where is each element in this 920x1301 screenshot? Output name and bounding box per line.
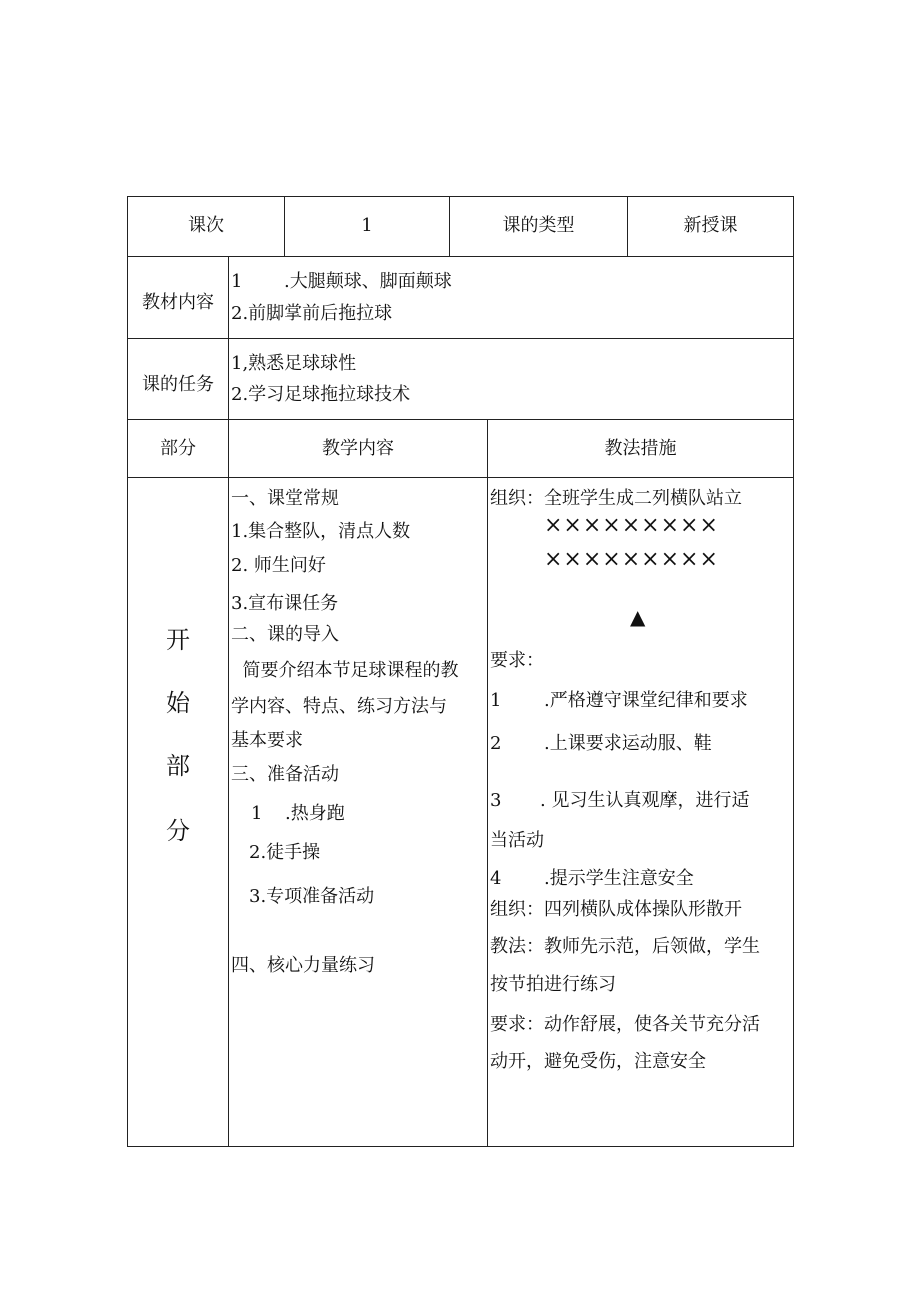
content-heading-routine: 一、课堂常规 [231, 488, 339, 509]
material-item-2: 2.前脚掌前后拖拉球 [231, 303, 393, 324]
tasks-label: 课的任务 [142, 374, 214, 395]
content-paragraph: 简要介绍本节足球课程的教 [231, 660, 459, 681]
requirements-label: 要求： [490, 650, 544, 671]
section-char: 开 [166, 626, 190, 654]
method-teaching-cont: 按节拍进行练习 [490, 974, 616, 995]
section-char: 分 [166, 817, 190, 845]
content-heading-warmup: 三、准备活动 [231, 764, 339, 785]
lesson-type-value: 新授课 [683, 215, 738, 236]
task-item-1: 1,熟悉足球球性 [231, 353, 357, 374]
requirement-number: 2 [490, 733, 502, 754]
content-heading-intro: 二、课的导入 [231, 624, 339, 645]
method-teaching: 教法：教师先示范，后领做，学生 [490, 936, 760, 957]
content-line: 1.集合整队，清点人数 [231, 521, 411, 542]
warmup-item: 2.徒手操 [249, 842, 321, 863]
warmup-item-1-text: .热身跑 [285, 803, 345, 824]
requirement-text: .严格遵守课堂纪律和要求 [544, 690, 748, 711]
col-divider [228, 256, 229, 1147]
method-organization: 组织：全班学生成二列横队站立 [490, 488, 742, 509]
lesson-number-label: 课次 [188, 215, 224, 236]
material-item-1-number: 1 [231, 271, 243, 292]
requirement-continuation: 当活动 [490, 830, 544, 851]
content-line: 2. 师生问好 [231, 555, 326, 576]
column-header-part: 部分 [160, 438, 196, 459]
formation-row: ××××××××× [544, 513, 719, 538]
content-line: 3.宣布课任务 [231, 593, 339, 614]
requirement-text: .上课要求运动服、鞋 [544, 733, 712, 754]
column-header-content: 教学内容 [322, 438, 394, 459]
content-paragraph: 学内容、特点、练习方法与 [231, 696, 447, 717]
method-requirement-cont: 动开，避免受伤，注意安全 [490, 1051, 706, 1072]
section-char: 部 [166, 752, 190, 780]
requirement-text: .提示学生注意安全 [544, 868, 694, 889]
warmup-item: 3.专项准备活动 [249, 886, 375, 907]
column-header-method: 教法措施 [604, 438, 677, 459]
task-item-2: 2.学习足球拖拉球技术 [231, 384, 411, 405]
table-border-top [127, 196, 794, 197]
requirement-number: 4 [490, 868, 502, 889]
material-label: 教材内容 [142, 292, 214, 313]
method-requirement: 要求：动作舒展，使各关节充分活 [490, 1014, 760, 1035]
formation-row: ××××××××× [544, 547, 719, 572]
col-divider [487, 419, 488, 1147]
requirement-number: 3 [490, 790, 502, 811]
requirement-number: 1 [490, 690, 502, 711]
content-heading-core: 四、核心力量练习 [231, 955, 375, 976]
warmup-item-1-number: 1 [251, 803, 263, 824]
method-organization-2: 组织：四列横队成体操队形散开 [490, 899, 742, 920]
requirement-text: . 见习生认真观摩，进行适 [540, 790, 750, 811]
content-paragraph: 基本要求 [231, 730, 303, 751]
section-char: 始 [166, 689, 190, 717]
teacher-marker-icon: ▲ [630, 605, 646, 629]
lesson-type-label: 课的类型 [502, 215, 575, 236]
lesson-number-value: 1 [361, 215, 373, 236]
material-item-1-text: .大腿颠球、脚面颠球 [284, 271, 452, 292]
